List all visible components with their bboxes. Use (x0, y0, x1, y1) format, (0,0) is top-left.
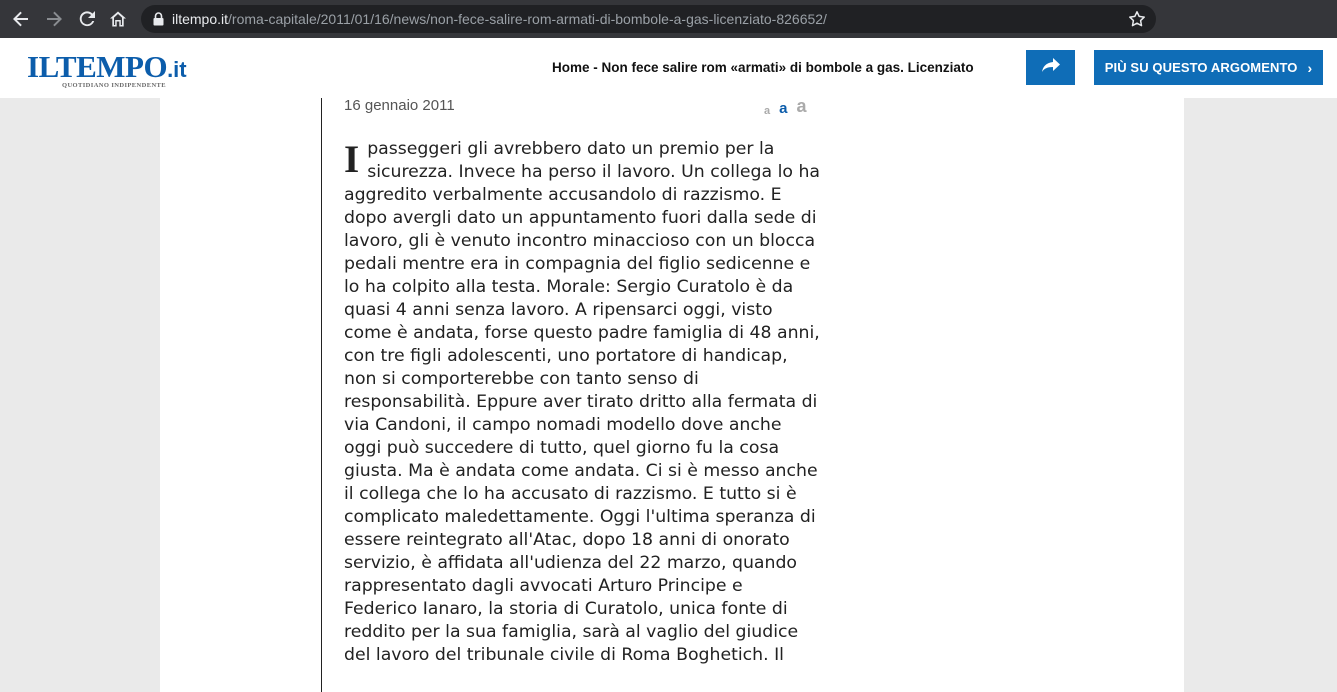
back-arrow-icon (12, 10, 30, 28)
article-left-rule (321, 98, 322, 692)
browser-toolbar (0, 0, 1337, 38)
url-text (172, 11, 827, 27)
forward-button[interactable] (42, 7, 66, 31)
address-bar[interactable] (141, 5, 1156, 33)
forward-arrow-icon (45, 10, 63, 28)
url-path: /roma-capitale/2011/01/16/news/non-fece-salire-rom-armati-di-bombole-a-gas-licenziato-826652/ (228, 11, 827, 27)
article-body-text: passeggeri gli avrebbero dato un premio per la sicurezza. Invece ha perso il lavoro. Un collega lo ha aggredito verbalmente accusandolo di razzismo. E dopo avergli dato un appuntamento fuori dalla sede di lavoro, gli è venuto incontro minaccioso con un blocca pedali mentre era in compagnia del figlio sedicenne e lo ha colpito alla testa. Morale: Sergio Curatolo è da quasi 4 anni senza lavoro. A ripensarci oggi, visto come è andata, forse questo padre famiglia di 48 anni, con tre figli adolescenti, uno portatore di handicap, non si comporterebbe con tanto senso di responsabilità. Eppure aver tirato dritto alla fermata di via Candoni, il campo nomadi modello dove anche oggi può succedere di tutto, quel giorno fu la cosa giusta. Ma è andata come andata. Ci si è messo anche il collega che lo ha accusato di razzismo. E tutto si è complicato maledettamente. Oggi l'ultima speranza di essere reintegrato all'Atac, dopo 18 anni di onorato servizio, è affidata all'udienza del 22 marzo, quando rappresentato dagli avvocati Arturo Principe e Federico Ianaro, la storia di Curatolo, unica fonte di reddito per la sua famiglia, sarà al vaglio del giudice del lavoro del tribunale civile di Roma Boghetich. Il (344, 139, 821, 665)
home-icon (109, 10, 127, 28)
home-button[interactable] (106, 7, 130, 31)
site-logo[interactable] (27, 51, 212, 93)
text-size-medium-button[interactable]: a (779, 100, 788, 117)
logo-wordmark (27, 51, 187, 86)
url-host: iltempo.it (172, 11, 229, 27)
text-size-large-button[interactable]: a (796, 96, 807, 116)
star-icon[interactable] (1128, 10, 1146, 33)
share-arrow-icon (1041, 57, 1061, 78)
more-on-topic-label: PIÙ SU QUESTO ARGOMENTO (1104, 60, 1298, 75)
chevron-right-icon: › (1307, 59, 1313, 76)
lock-icon (153, 12, 164, 31)
breadcrumb[interactable]: Home - Non fece salire rom «armati» di bombole a gas. Licenziato (552, 60, 974, 75)
article-date: 16 gennaio 2011 (344, 97, 455, 114)
article-body (344, 138, 820, 667)
more-on-topic-button[interactable] (1094, 50, 1323, 85)
text-size-controls (764, 96, 806, 116)
logo-main-text: ILTEMPO (27, 49, 168, 84)
reload-icon (78, 10, 96, 28)
logo-tagline: QUOTIDIANO INDIPENDENTE (62, 82, 167, 89)
share-button[interactable] (1026, 50, 1075, 85)
back-button[interactable] (9, 7, 33, 31)
site-header (0, 38, 1337, 98)
reload-button[interactable] (75, 7, 99, 31)
text-size-small-button[interactable]: a (764, 105, 771, 117)
article-page (160, 98, 1184, 692)
logo-suffix: .it (167, 57, 187, 82)
drop-cap: I (344, 138, 360, 181)
